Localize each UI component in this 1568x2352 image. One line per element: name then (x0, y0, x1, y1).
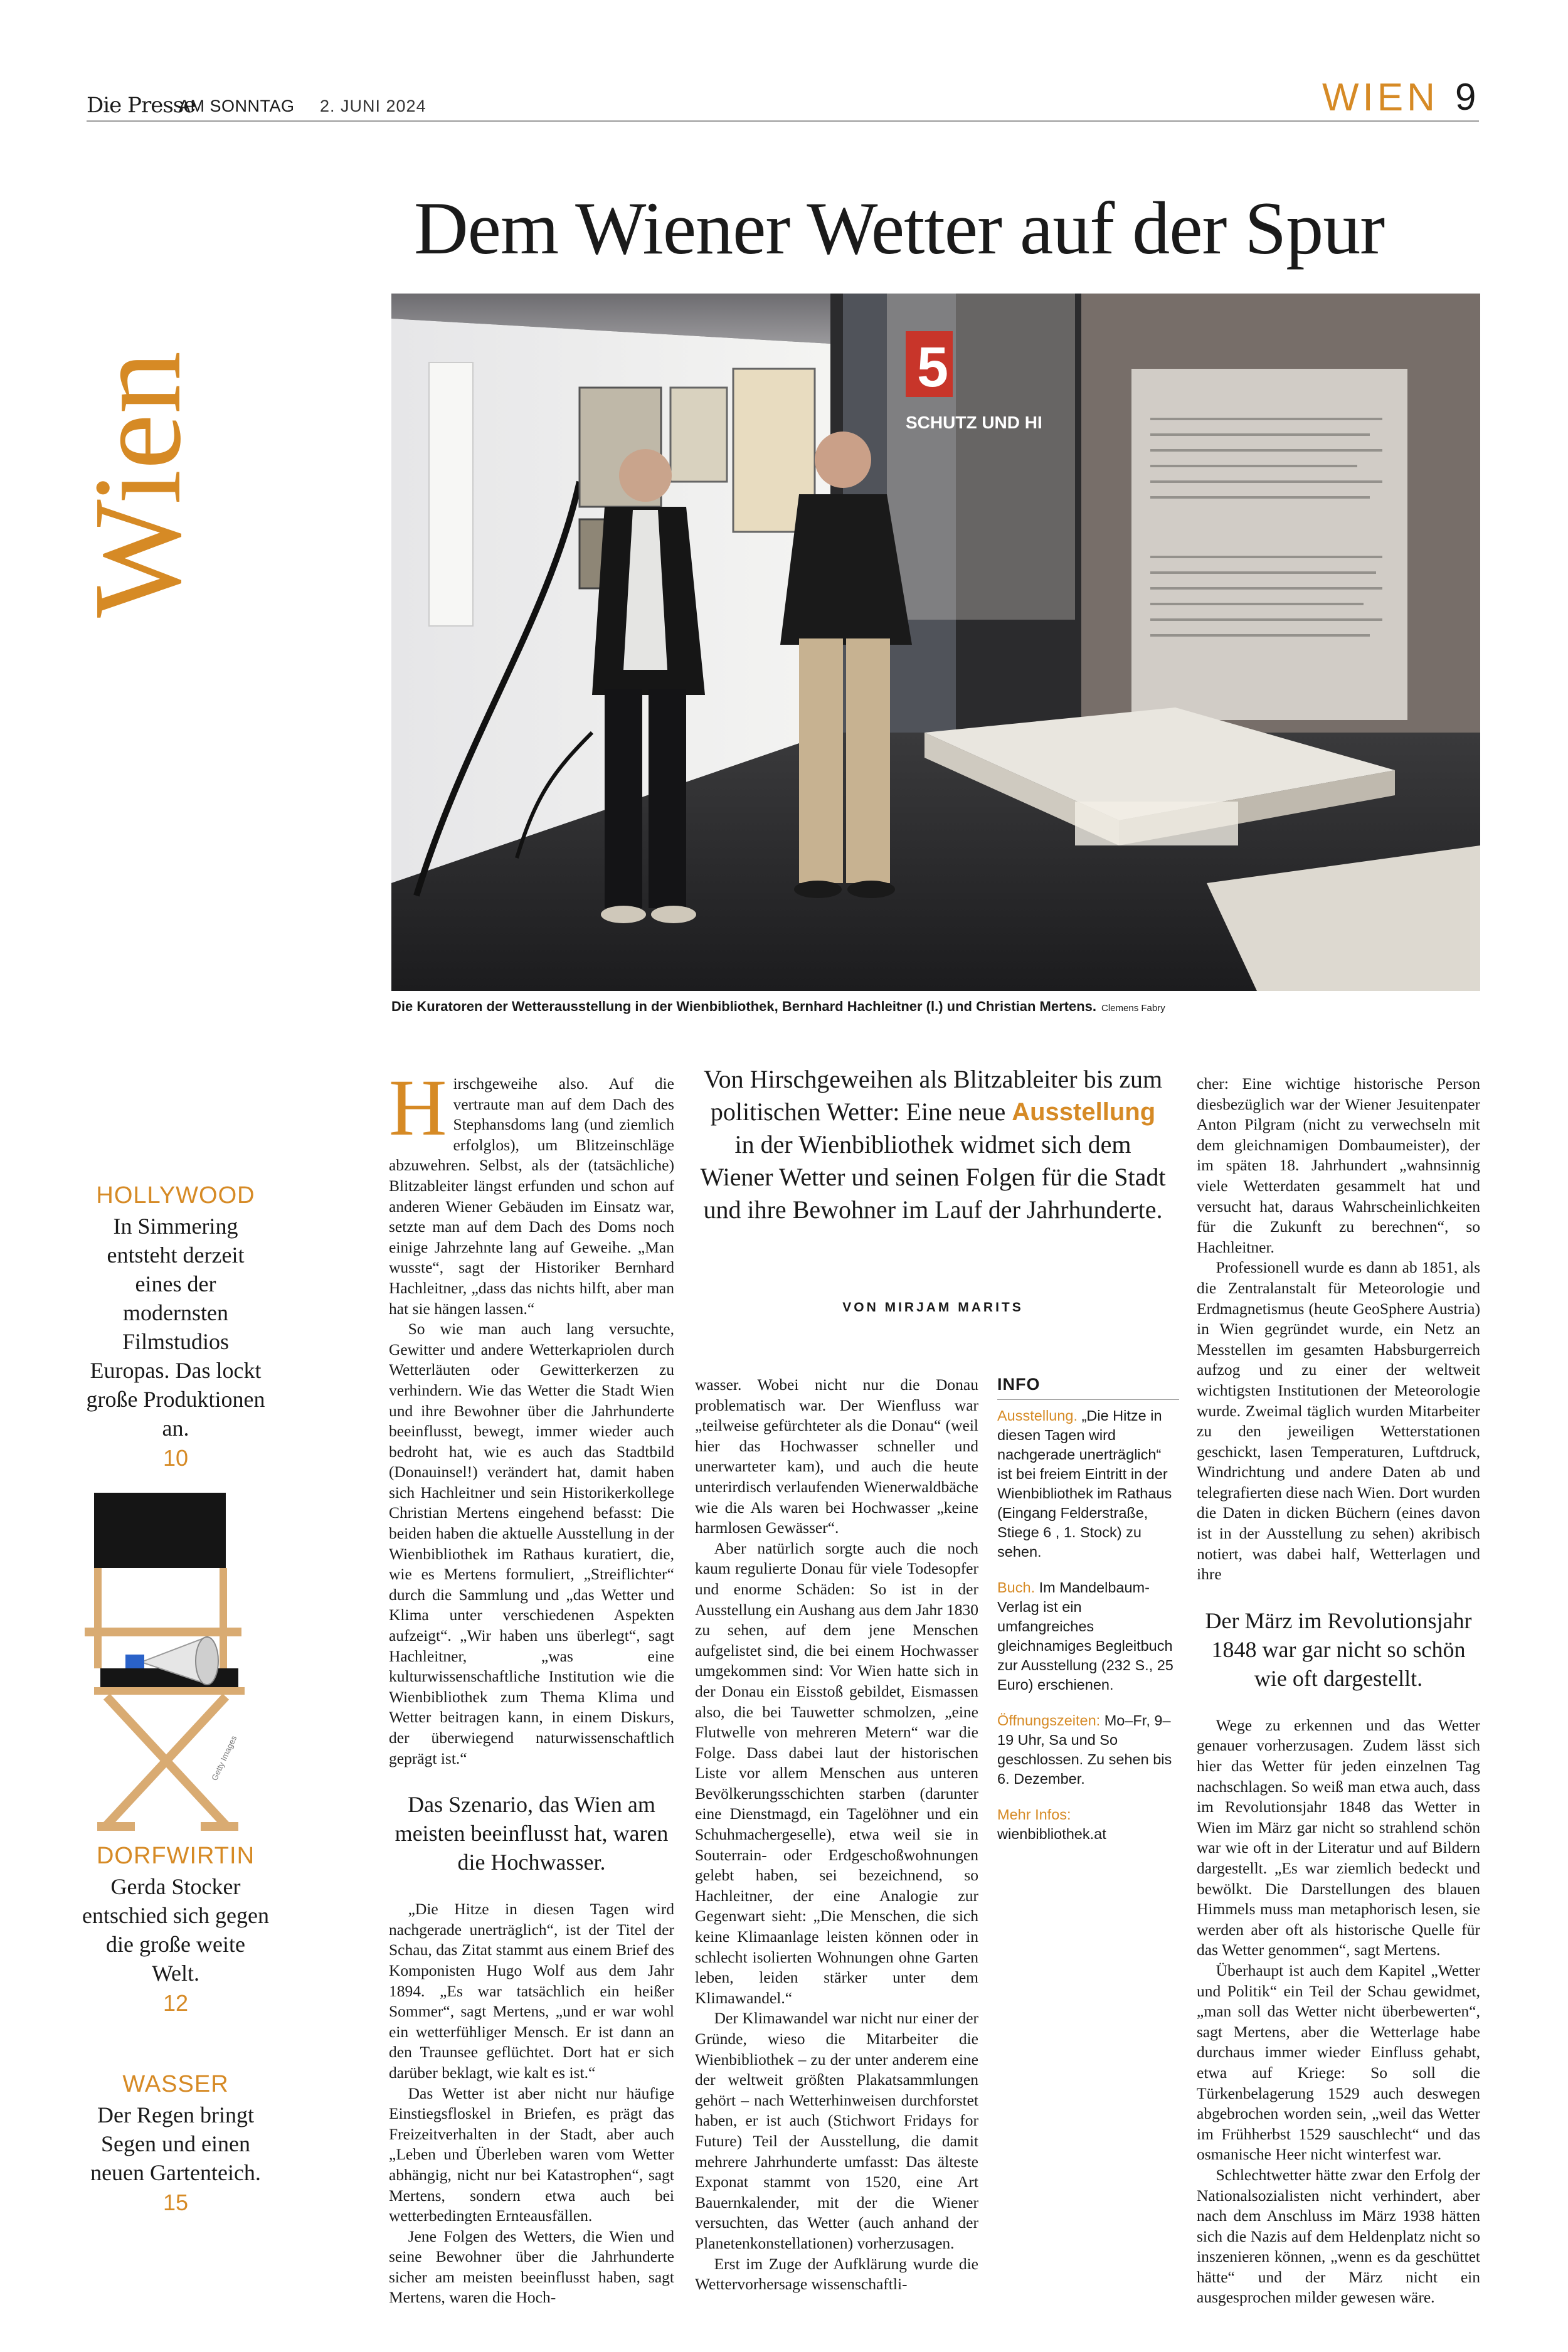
teaser-page-ref: 15 (162, 2190, 189, 2215)
info-label: Buch. (997, 1579, 1036, 1596)
info-text: Im Mandelbaum-Verlag ist ein umfangreiches gleichnamiges Begleitbuch zur Ausstellung (232 S., 25 Euro) erschienen. (997, 1579, 1173, 1693)
info-text: „Die Hitze in diesen Tagen wird nachgerade unerträglich“ ist bei freiem Eintritt in der Wienbibliothek im Rathaus (Eingang Felderstraße, Stiege 6 , 1. Stock) zu sehen. (997, 1407, 1172, 1560)
article-paragraph: irschgeweihe also. Auf die vertraute man auf dem Dach des Stephansdoms lang (und ziemlich erfolglos), um Blitzeinschläge abzuwehren. Selbst, als der (tatsächliche) Blitzableiter längst erfunden und schon auf anderen Wiener Gebäuden im Einsatz war, setzte man auf dem Dach des Doms noch einige Jahrzehnte lang auf Geweihe. „Man wusste“, sagt der Historiker Bernhard Hachleitner, „dass das nichts hilft, aber man hat sie hängen lassen.“ (389, 1074, 674, 1318)
teaser-page-ref: 12 (162, 1990, 189, 2016)
issue-date: 2. JUNI 2024 (320, 97, 426, 115)
article-paragraph: So wie man auch lang versuchte, Gewitter und andere Wetterkapriolen durch Wetterläuten oder Gewitterkerzen zu verhindern. Wie das Wetter die Stadt Wien und ihre Bewohner über die Jahrhunderte beeinflusst, bewegt, immer wieder auch bedroht hat, wie es auch das Stadtbild (Donauinsel!) verändert hat, damit haben sich Hachleitner und sein Historikerkollege Christian Mertens eingehend befasst: Die beiden haben die aktuelle Ausstellung in der Wienbibliothek im Rathaus kuratiert, die, wie es Mertens formuliert, „Streiflichter“ durch die Sammlung und „das Wetter und Klima unter verschiedenen Aspekten aufzeigt“. „Wir haben uns überlegt“, sagt Hachleitner, „was eine kulturwissenschaftliche Institution wie die Wienbibliothek zum Thema Klima und Wetter beitragen kann, in einem Diskurs, der überwiegend naturwissenschaftlich geprägt ist.“ (389, 1320, 674, 1767)
teaser-text: Der Regen bringt Segen und einen neuen Gartenteich. (90, 2102, 261, 2185)
section-label: WIEN (1322, 76, 1439, 119)
info-entry-hours (997, 1711, 1179, 1789)
teaser-kicker: HOLLYWOOD (96, 1182, 255, 1209)
info-box (997, 1375, 1179, 1860)
teaser-kicker: DORFWIRTIN (96, 1843, 255, 1869)
header-rule (87, 120, 1479, 122)
drop-cap: H (389, 1063, 447, 1152)
info-label: Ausstellung. (997, 1407, 1078, 1424)
teaser-text: Gerda Stocker entschied sich gegen die große weite Welt. (82, 1874, 269, 1986)
article-deck (699, 1063, 1167, 1226)
article-column-2 (695, 1375, 978, 2295)
pull-quote: Das Szenario, das Wien am meisten beeinflusst hat, waren die Hochwasser. (395, 1792, 669, 1875)
masthead: Die Presse (87, 93, 196, 118)
article-column-1 (389, 1063, 674, 2308)
teaser-text: In Simmering entsteht derzeit eines der modernsten Filmstudios Europas. Das lockt große Produktionen an. (86, 1214, 265, 1441)
photo-credit: Clemens Fabry (1101, 1003, 1165, 1014)
masthead-edition: AM SONNTAG (179, 97, 295, 115)
deck-text-start: Von Hirschgeweihen als Blitzableiter bis zum politischen Wetter: Eine neue (703, 1065, 1163, 1126)
article-paragraph: Schlechtwetter hätte zwar den Erfolg der Nationalsozialisten nicht verhindert, aber nach dem Anschluss im März 1938 hätten sich die Nazis auf dem Heldenplatz nicht so inszenieren können, „wenn es da geschüttet hätte“ und der März nicht ein ausgesprochen milder gewesen wäre. (1197, 2165, 1480, 2307)
article-paragraph: wasser. Wobei nicht nur die Donau problematisch war. Der Wienfluss war „teilweise gefürchteter als die Donau“ (weil hier das Hochwasser schneller und unerwarteter kam), und auch die heute unterirdisch verlaufenden Wienerwaldbäche wie die Als waren bei Hochwasser „keine harmlosen Gewässer“. (695, 1375, 978, 1537)
image-credit: Getty Images (209, 1734, 239, 1783)
article-paragraph: Professionell wurde es dann ab 1851, als die Zentralanstalt für Meteorologie und Erdmagnetismus (heute GeoSphere Austria) in Wien gegründet wurde, ein Netz an Messtellen im gesamten Habsburgerreich aufzog und zu einer der weltweit wichtigsten Institutionen der Meteorologie wurde. Zweimal täglich wurden Mitarbeiter zu den jeweiligen Wetterstationen geschickt, lasen Temperaturen, Luftdruck, Windrichtung und andere Daten ab und telegrafierten diese nach Wien. Dort wurden die Daten in dicken Büchern (eines davon ist in der Ausstellung zu sehen) akribisch notiert, was dabei half, Wetterlagen und ihre (1197, 1258, 1480, 1584)
exhibit-banner-number: 5 (917, 336, 949, 399)
article-paragraph: Überhaupt ist auch dem Kapitel „Wetter und Politik“ ein Teil der Schau gewidmet, „man soll das Wetter nicht überbewerten“, sagt Mertens, aber die Wetterlage habe durchaus immer wieder Einfluss gehabt, etwa auf Kriege: So soll die Türkenbelagerung 1529 auch deswegen abgebrochen worden sein, „weil das Wetter im Frühherbst 1529 sauschlecht“ und das osmanische Heer nicht winterfest war. (1197, 1961, 1480, 2164)
article-paragraph: Wege zu erkennen und das Wetter genauer vorherzusagen. Zudem lässt sich hier das Wetter für jeden einzelnen Tag nachschlagen. So weiß man etwa auch, dass im Revolutionsjahr 1848 das Wetter in Wien im März gar nicht so strahlend schön war wie oft in der Literatur und auf Bildern dargestellt. „Es war ziemlich bedeckt und bewölkt. Die Darstellungen des blauen Himmels muss man metaphorisch lesen, sie werden aber oft als historische Quelle für das Wetter genommen“, sagt Mertens. (1197, 1715, 1480, 1959)
article-paragraph: Das Wetter ist aber nicht nur häufige Einstiegsfloskel in Briefen, es prägt das Freizeitverhalten in der Stadt, aber auch „Leben und Überleben waren vom Wetter abhängig, nicht nur bei Katastrophen“, sagt Mertens, sondern etwa auch bei wetterbedingten Ernteausfällen. (389, 2084, 674, 2225)
teaser-page-ref: 10 (162, 1445, 189, 1471)
info-entry-exhibition (997, 1406, 1179, 1562)
exhibition-photo-illustration (391, 294, 1480, 991)
article-paragraph: „Die Hitze in diesen Tagen wird nachgerade unerträglich“, ist der Titel der Schau, das Zitat stammt aus einem Brief des Komponisten Hugo Wolf aus dem Jahr 1894. „Es war tatsächlich ein heißer Sommer“, sagt Mertens, „und er war wohl ein wetterfühliger Mensch. Er ist dann an den Traunsee geflüchtet. Dort hat er sich darüber beklagt, wie kalt es ist.“ (389, 1900, 674, 2082)
info-label: Öffnungszeiten: (997, 1712, 1101, 1729)
pull-quote: Der März im Revolutionsjahr 1848 war gar nicht so schön wie oft dargestellt. (1205, 1608, 1472, 1691)
info-text: Mo–Fr, 9–19 Uhr, Sa und So geschlossen. Zu sehen bis 6. Dezember. (997, 1712, 1172, 1787)
headline: Dem Wiener Wetter auf der Spur (414, 186, 1385, 270)
directors-chair-image (82, 1486, 270, 1838)
exhibit-banner-text: SCHUTZ UND HI (906, 413, 1042, 432)
article-paragraph: cher: Eine wichtige historische Person diesbezüglich war der Wiener Jesuitenpater Anton Pilgram (nicht zu verwechseln mit dem gleichnamigen Dombaumeister), der im späten 18. Jahrhundert „wahnsinnig viele Wetterdaten gesammelt hat und versucht hat, daraus Wahrscheinlichkeiten für die Zukunft zu berechnen“, so Hachleitner. (1197, 1074, 1480, 1256)
vertical-section-title: Wien (68, 351, 207, 618)
photo-caption (391, 999, 1165, 1015)
directors-chair-illustration (82, 1486, 270, 1838)
photo-caption-text: Die Kuratoren der Wetterausstellung in der Wienbibliothek, Bernhard Hachleitner (l.) und Christian Mertens. (391, 999, 1097, 1014)
deck-highlight: Ausstellung (1012, 1098, 1156, 1126)
info-entry-book (997, 1578, 1179, 1695)
article-paragraph: Aber natürlich sorgte auch die noch kaum regulierte Donau für viele Todesopfer und enorme Schäden: So ist in der Ausstellung ein Aushang aus dem Jahr 1830 zu sehen, auf dem jene Menschen aufgelistet sind, die bei einem Hochwasser umgekommen sind: Vor Wien hatte sich in der Donau ein Eisstoß gebildet, Eismassen also, die bei Tauwetter schmolzen, „eine Flutwelle von mehreren Metern“ war die Folge. Dass dabei laut der historischen Liste vor allem Menschen aus unteren Bevölkerungsschichten starben (darunter eine Dienstmagd, ein Tagelöhner und ein Schuhmachergeselle), etwa weil sie in Souterrain- oder Erdgeschoßwohnungen gelebt haben, sei bezeichnend, so Hachleitner, der eine Analogie zur Gegenwart sieht: „Die Menschen, die sich keine Klimaanlage leisten können oder in schlecht isolierten Wohnungen ohne Garten leben, leiden stärker unter dem Klimawandel.“ (695, 1539, 978, 2007)
article-photo (391, 294, 1480, 991)
byline: VON MIRJAM MARITS (842, 1300, 1024, 1315)
teaser-wasser[interactable] (82, 2071, 270, 2216)
teaser-dorfwirtin[interactable] (82, 1843, 270, 2016)
article-paragraph: Erst im Zuge der Aufklärung wurde die Wettervorhersage wissenschaftli- (695, 2254, 978, 2294)
teaser-hollywood[interactable] (82, 1182, 270, 1471)
info-title: INFO (997, 1375, 1179, 1400)
deck-text-end: in der Wienbibliothek widmet sich dem Wiener Wetter und seinen Folgen für die Stadt und ihre Bewohner im Lauf der Jahrhunderte. (700, 1130, 1166, 1224)
info-label: Mehr Infos: (997, 1806, 1071, 1823)
article-paragraph: Jene Folgen des Wetters, die Wien und seine Bewohner über die Jahrhunderte sicher am meisten beeinflusst haben, sagt Mertens, waren die Hoch- (389, 2227, 674, 2307)
info-link[interactable]: wienbibliothek.at (997, 1826, 1106, 1842)
teaser-kicker: WASSER (122, 2071, 229, 2097)
article-column-3 (1197, 1074, 1480, 2308)
page-number: 9 (1455, 76, 1476, 118)
article-paragraph: Der Klimawandel war nicht nur einer der Gründe, wieso die Mitarbeiter die Wienbibliothek – zu der unter anderem eine der weltweit größten Plakatsammlungen gehört – nach Wetterhinweisen durchforstet haben, er ist auch (Stichwort Fridays for Future) Teil der Ausstellung, die damit mehrere Jahrhunderte umfasst: Das älteste Exponat stammt von 1520, eine Art Bauernkalender, mit der die Wiener versuchten, das Wetter (auch anhand der Planetenkonstellationen) vorherzusagen. (695, 2009, 978, 2252)
info-entry-more (997, 1805, 1179, 1844)
